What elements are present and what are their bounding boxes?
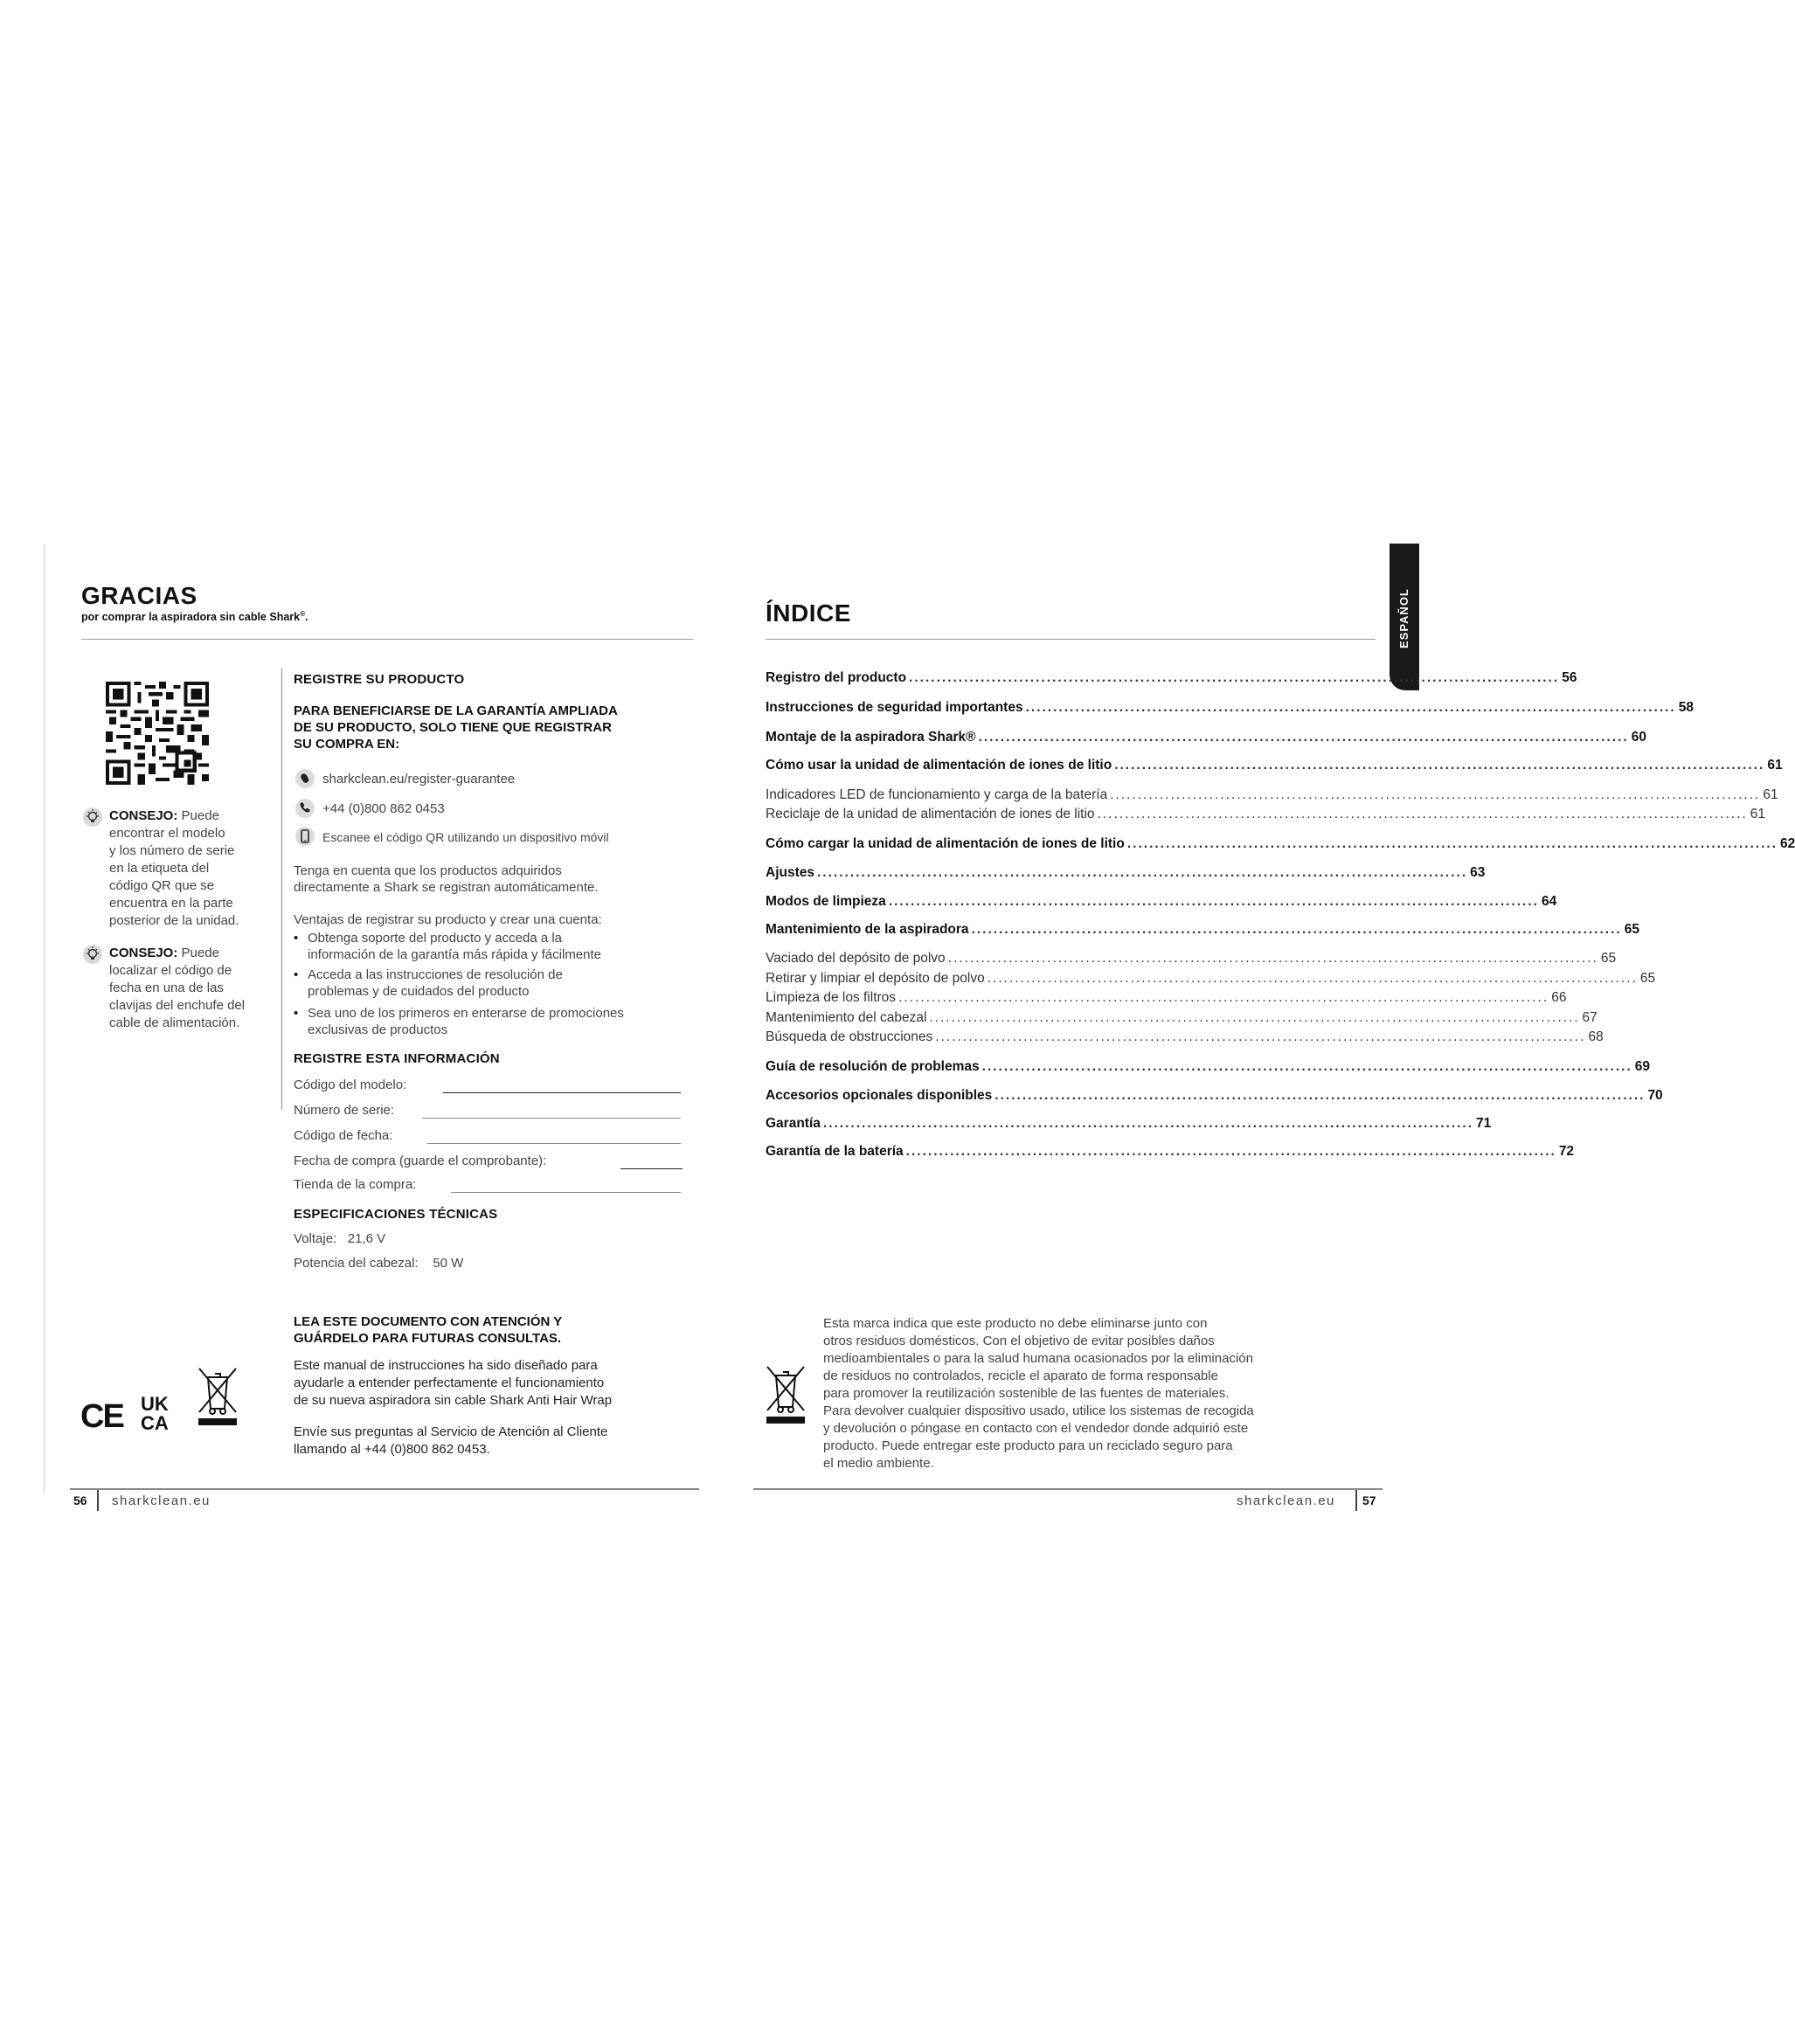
toc-subentry[interactable]: Mantenimiento del cabezal ...................................................................................................................... 67: [766, 1010, 1597, 1025]
serial-number-field[interactable]: [422, 1118, 681, 1119]
lightbulb-icon: [83, 945, 102, 964]
manual-purpose-text: Este manual de instrucciones ha sido diseñado para ayudarle a entender perfectamente el funcionamiento de su nueva aspiradora sin cable Shark Anti Hair Wrap: [294, 1358, 613, 1408]
index-title-rule: [766, 639, 1376, 640]
toc-entry[interactable]: Ajustes ...................................................................................................................... 63: [766, 865, 1486, 880]
footer-rule: [753, 1488, 1383, 1490]
footer-divider: [1355, 1490, 1357, 1511]
model-code-field[interactable]: [443, 1092, 681, 1093]
store-label: Tienda de la compra:: [294, 1177, 417, 1192]
toc-entry[interactable]: Mantenimiento de la aspiradora ...................................................................................................................... 65: [766, 922, 1639, 937]
purchase-date-label: Fecha de compra (guarde el comprobante):: [294, 1154, 547, 1168]
toc-subentry[interactable]: Vaciado del depósito de polvo ...................................................................................................................... 65: [766, 951, 1617, 966]
record-info-heading: REGISTRE ESTA INFORMACIÓN: [294, 1051, 500, 1066]
toc-subentry[interactable]: Reciclaje de la unidad de alimentación de iones de litio ...................................................................................................................... 61: [766, 807, 1765, 821]
left-margin-line: [44, 544, 45, 1494]
store-field[interactable]: [451, 1192, 681, 1193]
advantage-item: • Obtenga soporte del producto y acceda a la información de la garantía más rápida y fácilmente: [294, 931, 602, 962]
ce-mark: CE: [80, 1398, 123, 1435]
register-benefit: PARA BENEFICIARSE DE LA GARANTÍA AMPLIADA DE SU PRODUCTO, SOLO TIENE QUE REGISTRAR SU COMPRA EN:: [294, 703, 618, 752]
page-number: 56: [73, 1493, 87, 1507]
page-number: 57: [1362, 1493, 1376, 1507]
toc-entry[interactable]: Guía de resolución de problemas ...................................................................................................................... 69: [766, 1059, 1651, 1074]
phone-icon: [295, 799, 315, 818]
toc-entry[interactable]: Garantía de la batería ...................................................................................................................... 72: [766, 1144, 1575, 1159]
column-divider: [281, 669, 282, 1110]
toc-subentry[interactable]: Limpieza de los filtros ...................................................................................................................... 66: [766, 990, 1567, 1005]
footer-site-link[interactable]: sharkclean.eu: [1237, 1493, 1335, 1508]
date-code-field[interactable]: [427, 1143, 681, 1144]
power-spec: Potencia del cabezal: 50 W: [294, 1256, 464, 1271]
language-tab[interactable]: [1390, 544, 1419, 690]
toc-entry[interactable]: Cómo usar la unidad de alimentación de iones de litio ...................................................................................................................... 61: [766, 758, 1783, 773]
ukca-mark: UK CA: [141, 1393, 169, 1434]
read-carefully-heading: LEA ESTE DOCUMENTO CON ATENCIÓN Y GUÁRDELO PARA FUTURAS CONSULTAS.: [294, 1314, 563, 1346]
model-code-label: Código del modelo:: [294, 1077, 407, 1092]
footer-rule: [70, 1488, 699, 1490]
scan-qr-instruction: Escanee el código QR utilizando un dispositivo móvil: [322, 830, 609, 844]
customer-service-text: Envíe sus preguntas al Servicio de Atención al Cliente llamando al +44 (0)800 862 0453.: [294, 1424, 608, 1457]
language-tab-label: ESPAÑOL: [1397, 588, 1410, 648]
toc-entry[interactable]: Montaje de la aspiradora Shark® ...................................................................................................................... 60: [766, 730, 1646, 745]
toc-entry[interactable]: Instrucciones de seguridad importantes ...................................................................................................................... 58: [766, 700, 1694, 715]
page-title-gracias: GRACIAS: [81, 582, 198, 609]
toc-subentry[interactable]: Indicadores LED de funcionamiento y carga de la batería ...................................................................................................................... 61: [766, 787, 1778, 802]
toc-entry[interactable]: Cómo cargar la unidad de alimentación de iones de litio ...................................................................................................................... 62: [766, 836, 1795, 851]
tip-model-serial: CONSEJO: Puede encontrar el modelo y los número de serie en la etiqueta del código QR que se encuentra en la parte posterior de la unidad.: [109, 808, 239, 928]
toc-subentry[interactable]: Retirar y limpiar el depósito de polvo ...................................................................................................................... 65: [766, 971, 1656, 986]
date-code-label: Código de fecha:: [294, 1128, 393, 1143]
purchase-date-field[interactable]: [620, 1168, 683, 1169]
toc-entry[interactable]: Registro del producto ...................................................................................................................... 56: [766, 670, 1577, 685]
toc-entry[interactable]: Accesorios opcionales disponibles ...................................................................................................................... 70: [766, 1088, 1663, 1103]
weee-disposal-text: Esta marca indica que este producto no debe eliminarse junto con otros residuos domésticos. Con el objetivo de evitar posibles daños medioambientales o para la salud humana ocasionados por la eliminación de residuos no controlados, recicle el aparato de forma responsable para promover la reutilización sostenible de las fuentes de materiales. Para devolver cualquier dispositivo usado, utilice los sistemas de recogida y devolución o póngase en contacto con el vendedor donde adquirió este producto. Puede entregar este producto para un reciclado seguro para el medio ambiente.: [823, 1316, 1254, 1471]
lightbulb-icon: [83, 807, 102, 827]
toc-subentry[interactable]: Búsqueda de obstrucciones ...................................................................................................................... 68: [766, 1029, 1604, 1044]
toc-entry[interactable]: Modos de limpieza ...................................................................................................................... 64: [766, 894, 1557, 909]
serial-number-label: Número de serie:: [294, 1103, 395, 1118]
qr-code[interactable]: [106, 682, 209, 785]
advantage-item: • Sea uno de los primeros en enterarse de promociones exclusivas de productos: [294, 1006, 624, 1037]
page-subtitle: por comprar la aspiradora sin cable Shark®.: [81, 610, 308, 624]
register-phone-link[interactable]: +44 (0)800 862 0453: [322, 801, 445, 816]
register-heading: REGISTRE SU PRODUCTO: [294, 672, 465, 687]
voltage-spec: Voltaje: 21,6 V: [294, 1231, 386, 1246]
advantage-item: • Acceda a las instrucciones de resolución de problemas y de cuidados del producto: [294, 967, 563, 999]
specs-heading: ESPECIFICACIONES TÉCNICAS: [294, 1207, 498, 1222]
tip-date-code: CONSEJO: Puede localizar el código de fecha en una de las clavijas del enchufe del cable de alimentación.: [109, 946, 246, 1030]
advantages-intro: Ventajas de registrar su producto y crear una cuenta:: [294, 912, 602, 927]
auto-registration-note: Tenga en cuenta que los productos adquiridos directamente a Shark se registran automáticamente.: [294, 863, 599, 895]
footer-site-link[interactable]: sharkclean.eu: [112, 1493, 211, 1508]
register-url-link[interactable]: sharkclean.eu/register-guarantee: [322, 772, 516, 786]
weee-bin-icon: [196, 1365, 239, 1428]
page-title-indice: ÍNDICE: [766, 599, 851, 627]
title-rule: [81, 639, 693, 640]
toc-entry[interactable]: Garantía ...................................................................................................................... 71: [766, 1116, 1492, 1131]
weee-bin-icon: [764, 1363, 807, 1426]
mobile-icon: [295, 827, 315, 846]
footer-divider: [97, 1490, 99, 1511]
mouse-icon: [295, 769, 315, 788]
